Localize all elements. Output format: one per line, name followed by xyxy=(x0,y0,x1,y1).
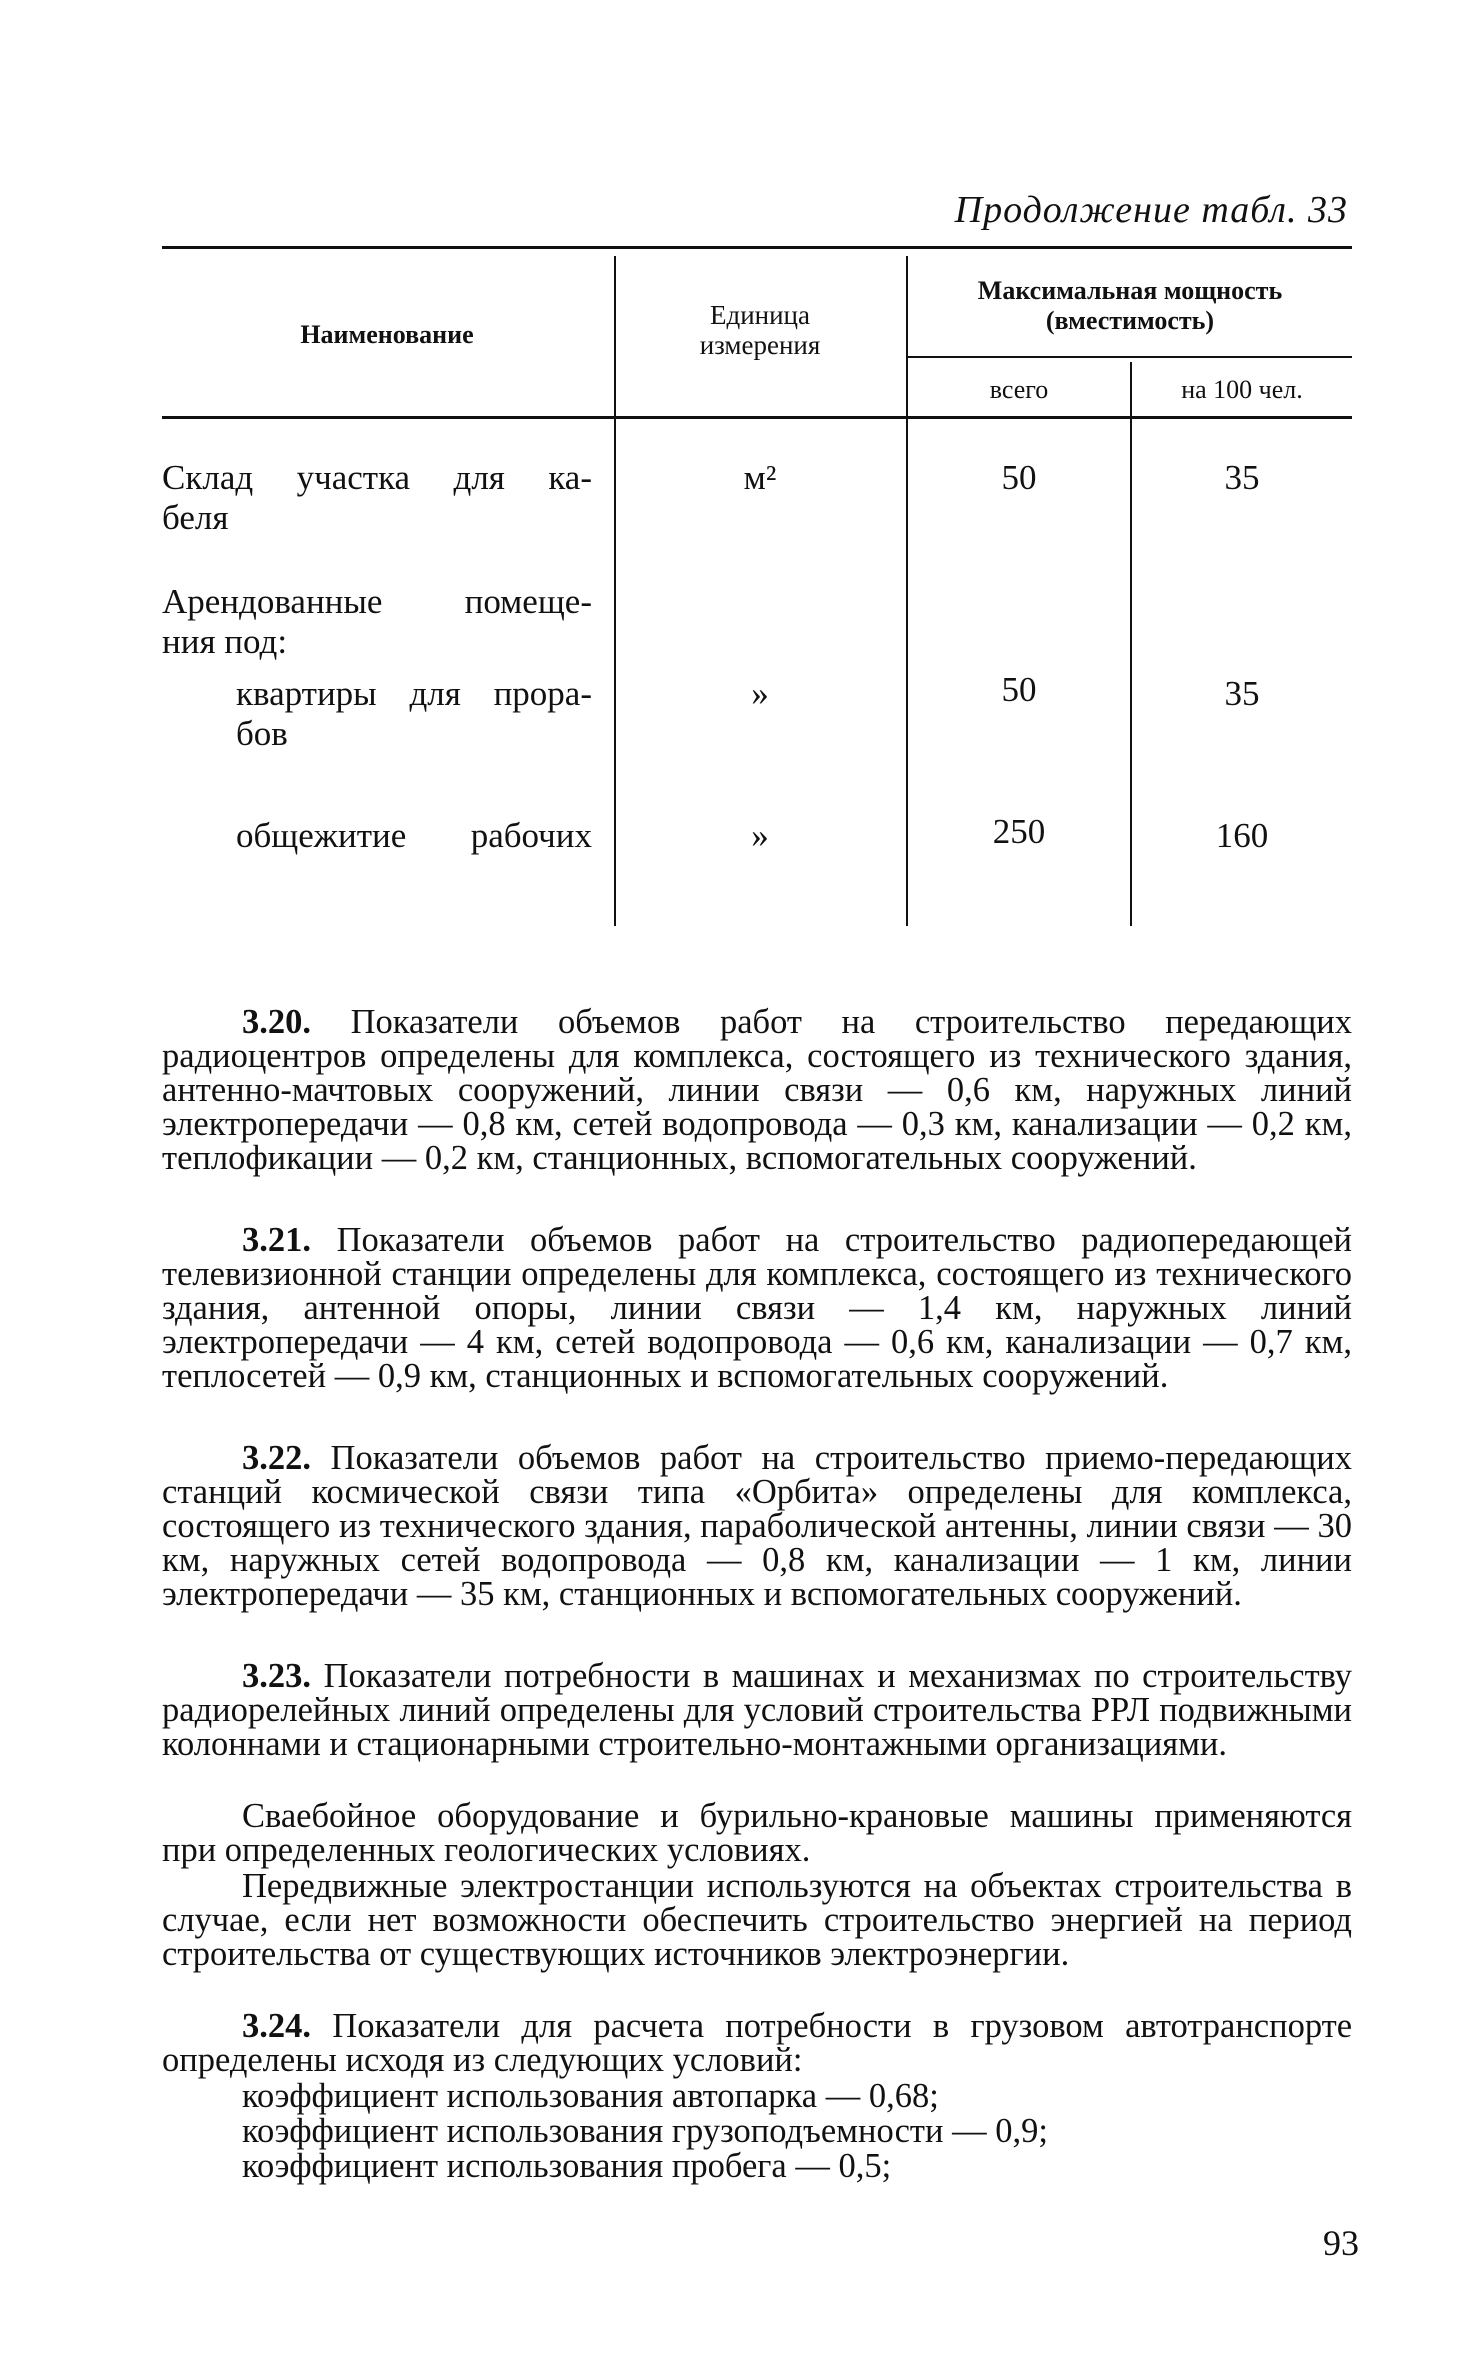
row-name xyxy=(236,674,592,754)
row-name-line1: общежитие рабочих xyxy=(236,816,592,855)
paragraph-text: Показатели для расчета потребности в грузовом автотранспорте определены исходя из следующих условий: xyxy=(162,2007,1353,2079)
header-unit xyxy=(616,300,904,360)
row-name xyxy=(162,582,592,662)
paragraph-text: Сваебойное оборудование и бурильно-крановые машины применяются при определенных геологических условиях. xyxy=(162,1797,1352,1869)
row-per100: 35 xyxy=(1224,674,1260,713)
row-name-line1: квартиры для прора- xyxy=(236,674,592,713)
header-unit-line2: измерения xyxy=(699,330,821,360)
paragraph-3-21 xyxy=(162,1223,1352,1393)
list-item: коэффициент использования автопарка — 0,68; xyxy=(242,2077,939,2115)
header-per100: на 100 чел. xyxy=(1181,375,1303,404)
paragraph-3-20 xyxy=(162,1005,1352,1175)
page-number: 93 xyxy=(1323,2223,1359,2263)
row-total: 250 xyxy=(992,812,1046,851)
header-name: Наименование xyxy=(300,320,474,349)
table-caption: Продолжение табл. 33 xyxy=(954,189,1348,231)
row-name-line2: бов xyxy=(236,714,288,753)
row-unit: » xyxy=(751,674,769,713)
paragraph-power-stations xyxy=(162,1869,1352,1971)
row-name-line2: ния под: xyxy=(162,622,288,661)
list-item: коэффициент использования пробега — 0,5; xyxy=(242,2147,892,2185)
paragraph-3-23 xyxy=(162,1659,1352,1761)
header-capacity-line2: (вместимость) xyxy=(1045,306,1215,335)
row-per100: 160 xyxy=(1215,816,1269,855)
row-name xyxy=(236,816,592,856)
paragraph-text: Передвижные электростанции используются на объектах строительства в случае, если нет возможности обеспечить строительство энергией на период строительства от существующих источников электроэнергии. xyxy=(162,1867,1352,1973)
row-total: 50 xyxy=(1001,458,1037,497)
paragraph-text: Показатели потребности в машинах и механизмах по строительству радиорелейных линий определены для условий строительства РРЛ подвижными колоннами и стационарными строительно-монтажными организациями. xyxy=(162,1657,1353,1763)
row-per100: 35 xyxy=(1224,458,1260,497)
paragraph-number: 3.20. xyxy=(242,1003,311,1041)
row-name xyxy=(162,458,592,538)
list-item: коэффициент использования грузоподъемности — 0,9; xyxy=(242,2112,1048,2150)
row-unit: м² xyxy=(743,458,777,497)
row-name-line2: беля xyxy=(162,498,229,537)
capacity-subheader-rule xyxy=(906,356,1352,358)
table-top-rule xyxy=(162,246,1352,249)
paragraph-3-22 xyxy=(162,1441,1352,1611)
paragraph-text: Показатели объемов работ на строительство передающих радиоцентров определены для комплекса, состоящего из технического здания, антенно-мачтовых сооружений, линии связи — 0,6 км, наружных линий электропередачи — 0,8 км, сетей водопровода — 0,3 км, канализации — 0,2 км, теплофикации — 0,2 км, станционных, вспомогательных сооружений. xyxy=(162,1003,1352,1177)
paragraph-pile-equipment xyxy=(162,1799,1352,1867)
row-name-line1: Склад участка для ка- xyxy=(162,458,592,497)
paragraph-number: 3.21. xyxy=(242,1221,311,1259)
header-capacity-line1: Максимальная мощность xyxy=(977,276,1283,305)
paragraph-text: Показатели объемов работ на строительство радиопередающей телевизионной станции определены для комплекса, состоящего из технического здания, антенной опоры, линии связи — 1,4 км, наружных линий электропередачи — 4 км, сетей водопровода — 0,6 км, канализации — 0,7 км, теплосетей — 0,9 км, станционных и вспомогательных сооружений. xyxy=(162,1221,1352,1395)
row-name-line1: Арендованные помеще- xyxy=(162,582,592,621)
row-total: 50 xyxy=(1001,670,1037,709)
header-total: всего xyxy=(989,375,1049,404)
header-unit-line1: Единица xyxy=(709,300,810,330)
header-capacity xyxy=(908,276,1352,336)
paragraph-text: Показатели объемов работ на строительство приемо-передающих станций космической связи типа «Орбита» определены для комплекса, состоящего из технического здания, параболической антенны, линии связи — 30 км, наружных сетей водопровода — 0,8 км, канализации — 1 км, линии электропередачи — 35 км, станционных и вспомогательных сооружений. xyxy=(162,1439,1353,1613)
paragraph-number: 3.24. xyxy=(242,2007,311,2045)
paragraph-3-24 xyxy=(162,2009,1352,2077)
table-header-bottom-rule xyxy=(162,416,1352,419)
paragraph-number: 3.23. xyxy=(242,1657,311,1695)
paragraph-number: 3.22. xyxy=(242,1439,311,1477)
row-unit: » xyxy=(751,816,769,855)
